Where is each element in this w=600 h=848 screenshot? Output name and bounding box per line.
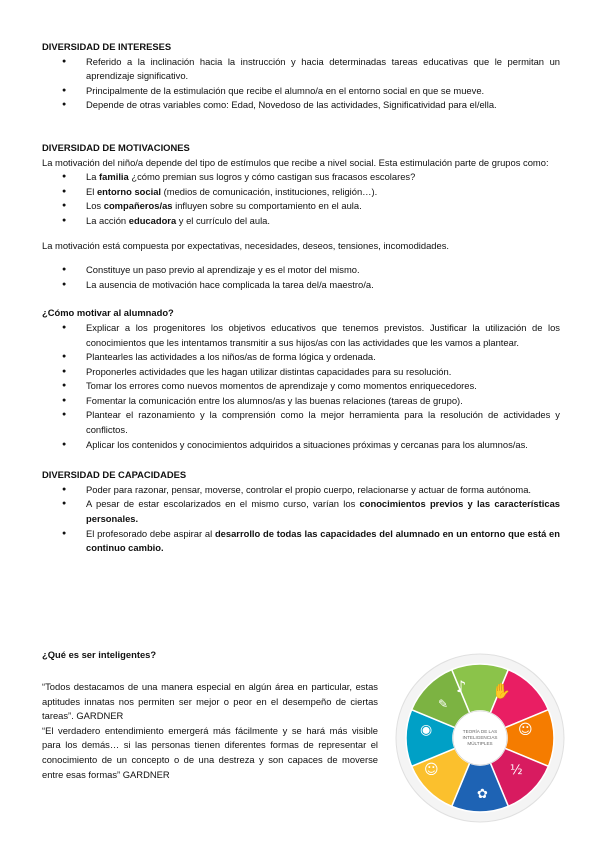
- list-item: [42, 185, 560, 200]
- list-item: [42, 170, 560, 185]
- eye-icon: ◉: [420, 722, 433, 738]
- heading-capacidades: DIVERSIDAD DE CAPACIDADES: [42, 469, 187, 481]
- list-item: ● Aplicar los contenidos y conocimientos adquiridos a situaciones próximas y cercanas para los alumnos/as.: [42, 438, 560, 453]
- section-motivaciones: [42, 141, 560, 292]
- hand-icon: ✋: [492, 682, 511, 700]
- list-item: ● Principalmente de la estimulación que recibe el alumno/a en el entorno social en que se mueve.: [42, 84, 560, 99]
- list-item: ● Plantear el razonamiento y la comprensión como la mejor herramienta para la resolución de actividades y conflictos.: [42, 408, 560, 437]
- text: El: [86, 185, 97, 197]
- text: ¿cómo premian sus logros y cómo castigan sus fracasos escolares?: [128, 171, 416, 183]
- list-item: ● Referido a la inclinación hacia la instrucción y hacia determinadas tareas educativas que le permitan un aprendizaje significativo.: [42, 55, 560, 84]
- wheel-center-line1: TEORÍA DE LAS: [462, 729, 498, 734]
- word-icon: ✎: [438, 697, 449, 711]
- text: y el currículo del aula.: [176, 214, 270, 226]
- list-grupos: [42, 170, 560, 228]
- section-capacidades: [42, 468, 560, 556]
- list-item: ● Depende de otras variables como: Edad, Novedoso de las actividades, Significatividad para el/ella.: [42, 98, 560, 113]
- spacer: [42, 253, 560, 263]
- quote-2: “El verdadero entendimiento emergerá más fácilmente y se hará más visible para los demás… si las personas tienen diferentes formas de representar el conocimiento de un concepto o de una destreza y son capaces de moverse entre esas formas” GARDNER: [42, 724, 378, 780]
- list-como-motivar: [42, 321, 560, 452]
- section-como-motivar: [42, 306, 560, 452]
- quote-1: “Todos destacamos de una manera especial en algún área en particular, estas aptitudes innatas nos permiten ser mejor o peor en el desempeño de ciertas tareas”. GARDNER: [42, 681, 378, 722]
- wheel-center-line2: INTELIGENCIAS: [462, 735, 498, 740]
- intro-motivaciones: La motivación del niño/a depende del tipo de estímulos que recibe a nivel social. Esta estimulación parte de grupos como:: [42, 156, 549, 168]
- section-intereses: [42, 40, 560, 113]
- list-item: [42, 214, 560, 229]
- list-item: ● Poder para razonar, pensar, moverse, controlar el propio cuerpo, relacionarse y actuar de forma autónoma.: [42, 483, 560, 498]
- nature-icon: ✿: [477, 787, 488, 802]
- heading-como-motivar: ¿Cómo motivar al alumnado?: [42, 307, 174, 319]
- text: El profesorado debe aspirar al: [86, 527, 215, 539]
- bold-text: conocimientos previos y las características personales.: [86, 498, 560, 525]
- bold-text: familia: [99, 171, 129, 183]
- text: A pesar de estar escolarizados en el mismo curso, varían los: [86, 498, 360, 510]
- list-item: [42, 497, 560, 526]
- list-motivacion: [42, 263, 560, 292]
- list-item: [42, 527, 560, 556]
- list-item: ● La ausencia de motivación hace complicada la tarea del/a maestro/a.: [42, 278, 560, 293]
- multiple-intelligences-wheel: [390, 648, 570, 828]
- bold-text: compañeros/as: [103, 200, 173, 212]
- wheel-center-line3: MÚLTIPLES: [467, 741, 493, 746]
- spacer: [42, 229, 560, 239]
- bold-text: entorno social: [96, 185, 162, 197]
- text: (medios de comunicación, instituciones, religión…).: [161, 185, 378, 197]
- quotes: [42, 680, 378, 782]
- heading-intereses: DIVERSIDAD DE INTERESES: [42, 41, 172, 52]
- list-item: ● Explicar a los progenitores los objetivos educativos que tenemos previstos. Justificar la utilización de los conocimientos que les intentamos transmitir a sus hijos/as con las actividades que les vamos a plantear.: [42, 321, 560, 350]
- bold-text: desarrollo de todas las capacidades del alumnado en un entorno que está en continuo cambio.: [86, 527, 560, 554]
- heading-inteligentes: ¿Qué es ser inteligentes?: [42, 649, 157, 660]
- list-item: [42, 199, 560, 214]
- list-item: ● Constituye un paso previo al aprendizaje y es el motor del mismo.: [42, 263, 560, 278]
- text: La: [86, 171, 100, 183]
- list-intereses: [42, 55, 560, 113]
- text: influyen sobre su comportamiento en el aula.: [172, 200, 362, 212]
- list-item: ● Tomar los errores como nuevos momentos de aprendizaje y como momentos enriquecedores.: [42, 379, 560, 394]
- heading-motivaciones: DIVERSIDAD DE MOTIVACIONES: [42, 141, 190, 153]
- list-item: ● Proponerles actividades que les hagan utilizar distintas capacidades para su resolución.: [42, 365, 560, 380]
- emotions-icon: ☺: [424, 762, 439, 778]
- music-icon: ♪: [456, 677, 467, 696]
- document-body: [42, 40, 560, 578]
- numbers-icon: ½: [510, 763, 523, 778]
- list-item: ● Fomentar la comunicación entre los alumnos/as y las buenas relaciones (tareas de grupo).: [42, 394, 560, 409]
- list-item: ● Plantearles las actividades a los niños/as de forma lógica y ordenada.: [42, 350, 560, 365]
- motivacion-text: La motivación está compuesta por expectativas, necesidades, deseos, tensiones, incomodidades.: [42, 239, 450, 251]
- list-capacidades: [42, 483, 560, 556]
- bold-text: educadora: [128, 214, 177, 226]
- text: Los: [86, 200, 104, 212]
- people-icon: ☺: [518, 722, 533, 738]
- text: La acción: [86, 214, 129, 226]
